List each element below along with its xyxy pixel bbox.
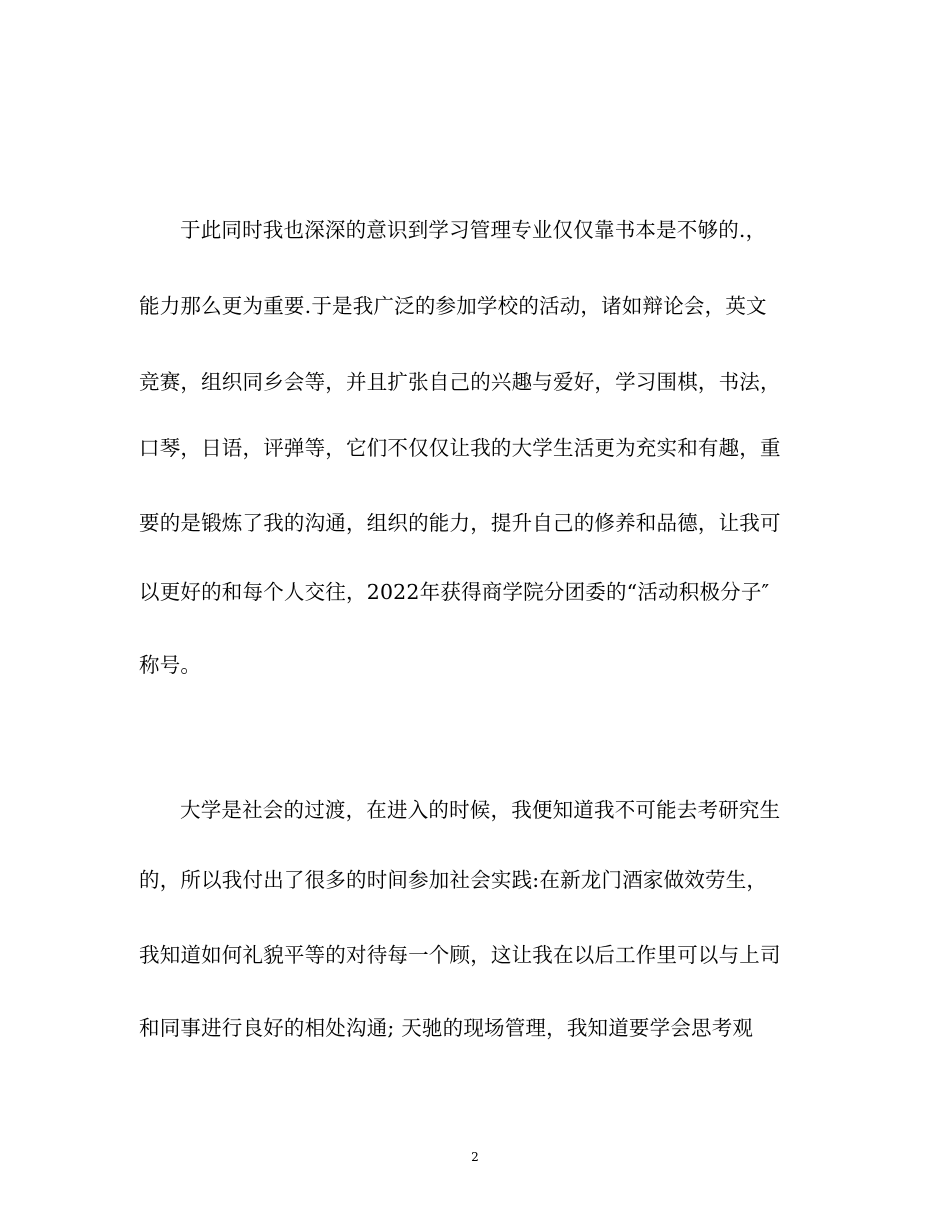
paragraph-line: 我知道如何礼貌平等的对待每一个顾，这让我在以后工作里可以与上司 xyxy=(139,943,781,967)
paragraph-line: 的，所以我付出了很多的时间参加社会实践:在新龙门酒家做效劳生， xyxy=(139,868,768,892)
paragraph-line: 口琴，日语，评弹等，它们不仅仅让我的大学生活更为充实和有趣，重 xyxy=(139,436,781,460)
paragraph-line: 称号。 xyxy=(139,653,202,677)
paragraph-line: 竞赛，组织同乡会等，并且扩张自己的兴趣与爱好，学习围棋，书法， xyxy=(139,370,781,394)
paragraph-line: 以更好的和每个人交往，2022年获得商学院分团委的“活动积极分子″ xyxy=(139,580,770,604)
page-number: 2 xyxy=(471,1150,479,1164)
paragraph-line: 大学是社会的过渡，在进入的时候，我便知道我不可能去考研究生 xyxy=(180,798,781,822)
paragraph-line: 能力那么更为重要.于是我广泛的参加学校的活动，诸如辩论会，英文 xyxy=(139,294,767,318)
paragraph-line: 于此同时我也深深的意识到学习管理专业仅仅靠书本是不够的.， xyxy=(180,218,767,242)
paragraph-line: 和同事进行良好的相处沟通; 天驰的现场管理，我知道要学会思考观 xyxy=(139,1016,754,1040)
paragraph-line: 要的是锻炼了我的沟通，组织的能力，提升自己的修养和品德，让我可 xyxy=(139,511,781,535)
